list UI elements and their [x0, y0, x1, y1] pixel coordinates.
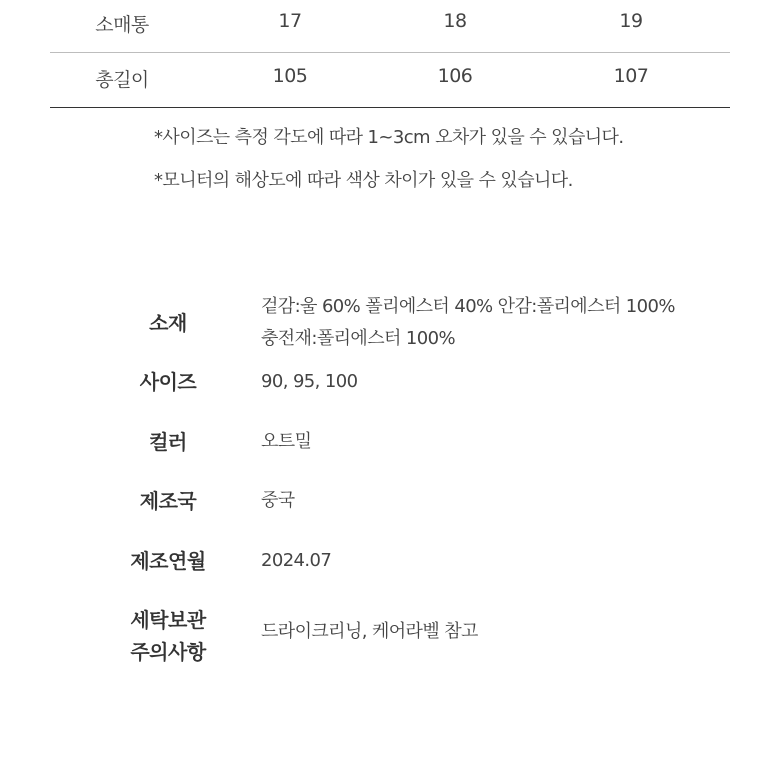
size-cell: 17 [278, 10, 302, 32]
size-cell: 18 [443, 10, 467, 32]
size-row-length [50, 53, 730, 108]
material-value-line2: 충전재:폴리에스터 100% [261, 328, 455, 349]
care-value: 드라이크리닝, 케어라벨 참고 [261, 621, 478, 642]
date-value: 2024.07 [261, 550, 332, 571]
color-value: 오트밀 [261, 431, 312, 452]
row-label: 소매통 [95, 14, 149, 36]
size-row-sleeve [50, 0, 730, 53]
care-label-line1: 세탁보관 [130, 608, 206, 632]
size-value: 90, 95, 100 [261, 371, 358, 392]
date-label: 제조연월 [130, 549, 206, 573]
material-value-line1: 겉감:울 60% 폴리에스터 40% 안감:폴리에스터 100% [261, 296, 675, 317]
notes [154, 124, 623, 210]
material-label: 소재 [149, 311, 187, 335]
size-label: 사이즈 [139, 370, 197, 394]
size-cell: 107 [613, 65, 649, 87]
color-label: 컬러 [149, 430, 187, 454]
care-label-line2: 주의사항 [130, 640, 206, 664]
size-cell: 19 [619, 10, 643, 32]
size-cell: 105 [272, 65, 308, 87]
country-label: 제조국 [139, 489, 197, 513]
country-value: 중국 [261, 490, 295, 511]
size-cell: 106 [437, 65, 473, 87]
note-measurement: *사이즈는 측정 각도에 따라 1~3cm 오차가 있을 수 있습니다. [154, 127, 624, 148]
note-monitor: *모니터의 해상도에 따라 색상 차이가 있을 수 있습니다. [154, 170, 573, 191]
row-label: 총길이 [95, 69, 149, 91]
size-table [50, 0, 730, 108]
